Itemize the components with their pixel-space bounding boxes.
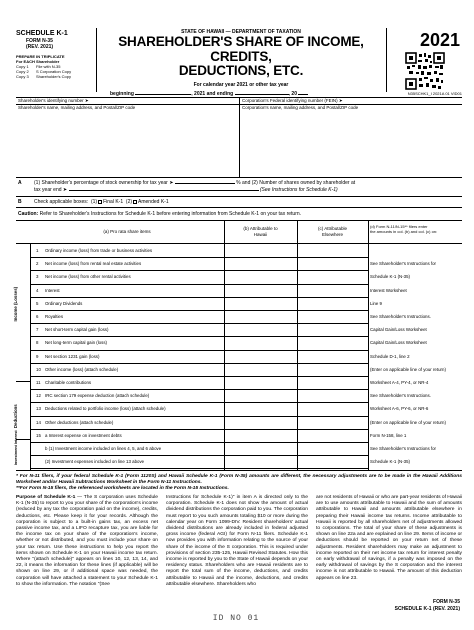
table-row-label: 14 Other deductions (attach schedule) <box>36 419 114 425</box>
caution-line: Caution: Refer to Shareholder's Instructions for Schedule K-1 before entering information from Schedule K-1 on your tax return. <box>18 211 302 217</box>
schedule-label: SCHEDULE K-1 <box>16 30 68 37</box>
form-footer-n35: FORM N-35 <box>433 599 460 605</box>
row-field-col-c[interactable] <box>299 285 366 296</box>
side-label-income: Income (Losses) <box>12 286 18 322</box>
row-field-col-c[interactable] <box>299 417 366 428</box>
row-field-col-c[interactable] <box>299 298 366 309</box>
id-number: ID NO 01 <box>212 614 260 623</box>
table-row-destination: See Shareholder's Instructions for <box>370 261 437 267</box>
row-field-col-b[interactable] <box>226 443 295 454</box>
tax-year: 2021 <box>419 30 460 50</box>
footnote-n11: * For N-11 filers, if your federal Schedule K-1 (Form 1120S) and Hawaii Schedule K-1 (Form N-35) amounts are different, the necessary adjustments are to be made in the Hawaii Additions Worksheet and/or Hawaii Subtractions Worksheet in the Form N-11 Instructions. <box>16 474 462 485</box>
table-row-label: 8 Net long-term capital gain (loss) <box>36 340 107 346</box>
header-right <box>388 30 460 51</box>
table-row-label: 2 Net income (loss) from rental real estate activities <box>36 261 142 267</box>
table-row-label: 12 IRC section 179 expense deduction (attach schedule) <box>36 393 150 399</box>
table-row-destination: Line 9 <box>370 300 382 306</box>
table-row-destination: (Enter on applicable line of your return) <box>370 419 446 425</box>
table-row-label: 15 a Interest expense on investment debts <box>36 432 122 438</box>
table-row-destination: Form N-158, line 1 <box>370 432 407 438</box>
tax-year-line: beginning , 2021 and ending , 20 <box>96 91 386 97</box>
row-field-col-b[interactable] <box>226 337 295 348</box>
shares-owned-field[interactable] <box>69 190 259 191</box>
table-row-destination: Schedule K-1 (N-35) <box>370 459 411 465</box>
section-a-line2: tax year end ➤ (See Instructions for Schedule K-1) <box>34 187 338 193</box>
section-b-letter: B <box>18 199 22 205</box>
row-field-col-b[interactable] <box>226 456 295 467</box>
row-field-col-b[interactable] <box>226 311 295 322</box>
side-label-investment: Investment Interest <box>13 430 18 466</box>
section-b-line: Check applicable boxes: (1) Final K-1 (2) Amended K-1 <box>34 199 169 205</box>
row-field-col-b[interactable] <box>226 417 295 428</box>
row-field-col-b[interactable] <box>226 271 295 282</box>
row-field-col-c[interactable] <box>299 443 366 454</box>
row-field-col-b[interactable] <box>226 351 295 362</box>
table-row-label: 9 Net section 1231 gain (loss) <box>36 353 100 359</box>
col-c-header: (c) Attributable Elsewhere <box>317 226 347 237</box>
row-field-col-b[interactable] <box>226 430 295 441</box>
row-field-col-b[interactable] <box>226 245 295 256</box>
final-k1-checkbox[interactable] <box>98 200 102 204</box>
row-field-col-c[interactable] <box>299 245 366 256</box>
prepare-label: PREPARE IN TRIPLICATE <box>16 54 65 59</box>
form-footer-schedule: SCHEDULE K-1 (REV. 2021) <box>394 606 460 612</box>
section-a-line1: (1) Shareholder's percentage of stock ownership for tax year ➤ % and (2) Number of shares owned by shareholder at <box>34 180 356 186</box>
table-row-destination: (Enter on applicable line of your return) <box>370 366 446 372</box>
row-field-col-c[interactable] <box>299 430 366 441</box>
table-row-label: 4 Interest <box>36 287 60 293</box>
table-row-destination: Capital Gain/Loss Worksheet <box>370 340 427 346</box>
row-field-col-c[interactable] <box>299 337 366 348</box>
footnote-n15: **For Form N-15 filers, the referenced worksheets are located in the Form N-15 Instructions. <box>16 486 229 491</box>
row-field-col-c[interactable] <box>299 456 366 467</box>
row-field-col-b[interactable] <box>226 390 295 401</box>
row-field-col-c[interactable] <box>299 403 366 414</box>
table-row-destination: Worksheet A-4, PY-4, or NR-4 <box>370 380 429 385</box>
shareholder-name-label: Shareholder's name, mailing address, and Postal/ZIP code <box>18 105 136 110</box>
rev-label: (REV. 2021) <box>26 44 54 50</box>
row-field-col-b[interactable] <box>226 324 295 335</box>
copy-row-2: Copy 2 S Corporation Copy <box>16 69 72 74</box>
amended-k1-checkbox[interactable] <box>133 200 137 204</box>
header-center <box>96 29 386 97</box>
col-a-header: (a) Pro rata share items <box>103 229 151 234</box>
form-code: N35SCHK1_I 2021A 01 VID01 <box>407 91 462 96</box>
table-row-label: 13 Deductions related to portfolio income (loss) (attach schedule) <box>36 406 166 412</box>
section-a-letter: A <box>18 180 22 186</box>
table-row-label: 3 Net income (loss) from other rental activities <box>36 274 131 280</box>
instructions-col1: Purpose of Schedule K-1 — The S corporation uses Schedule K-1 (N-35) to report to you your share of the corporation's income (reduced by any tax the corporation paid on the income), credits, deductions, etc. Please keep it for your records. Although the corporation is subject to a built-in gains tax, an excess net passive income tax, and a LIFO recapture tax, you are liable for the income tax on your share of the corporation's income, whether or not distributed, and you must include your share on your tax return. Use these instructions to help you report the items shown on Schedule K-1 on your Hawaii income tax return. Where "(attach schedule)" appears on lines 10, 12, 13, 14, and 22, it means the information for these lines (if applicable) will be shown on line 29, or if additional space was needed, the corporation will have attached a statement to your Schedule K-1 to show the information. The notation "(See <box>16 495 159 587</box>
beginning-field[interactable] <box>135 94 191 95</box>
table-row-label: 5 Ordinary Dividends <box>36 300 83 306</box>
table-row-label: 7 Net short-term capital gain (loss) <box>36 327 109 333</box>
ending-year-field[interactable] <box>298 94 308 95</box>
row-field-col-c[interactable] <box>299 390 366 401</box>
table-row-destination: Schedule K-1 (N-35) <box>370 274 411 280</box>
header-left <box>16 30 96 79</box>
instructions-col2: Instructions for Schedule K-1)" in item A is directed only to the corporation. Schedule K-1 does not show the amount of actual dividend distributions the corporation paid to you. The corporation must report to you such amounts totaling $10 or more during the calendar year on Form 1099-DIV. Resident shareholders' actual dividend distributions are already included in federal adjusted gross income (federal AGI) for Form N-11 filers. Schedule K-1 now provides you with information relating to the source of your share of the income of the S corporation. This is required under provisions of section 235-125, Hawaii Revised Statutes. How this income is reported by you to the State of Hawaii depends on your residency status. Shareholders who are Hawaii residents are to report the total sum of the income, deductions, and credits attributable to Hawaii and the income, deductions, and credits attributable elsewhere. Shareholders who <box>166 495 308 587</box>
row-field-col-c[interactable] <box>299 271 366 282</box>
row-field-col-c[interactable] <box>299 258 366 269</box>
row-field-col-c[interactable] <box>299 324 366 335</box>
table-row-label: (2) Investment expenses included on line 13 above <box>45 459 145 465</box>
table-row-destination: See Shareholder's Instructions for <box>370 446 437 451</box>
form-label: FORM N-35 <box>26 38 53 44</box>
table-row-label: 1 Ordinary income (loss) from trade or business activities <box>36 248 153 253</box>
row-field-col-b[interactable] <box>226 403 295 414</box>
instructions-col3: are not residents of Hawaii or who are part-year residents of Hawaii are to use amounts attributable to Hawaii and the sum of amounts attributable to Hawaii and amounts attributable elsewhere in preparing their Hawaii income tax returns. Income attributable to Hawaii is reported by all shareholders net of adjustments allowed to corporations. The total of your share of these adjustments is shown on line 22a and are explained on line 29. Items of income or deductions should be reported on your return net of these adjustments. Resident shareholders may make an adjustment to income reported on their net income tax return for interest penalty on early withdrawal of savings, if a penalty was imposed on the early withdrawal of savings by the S corporation and the interest income is not attributable to Hawaii. The amount of this deduction appears on line 23. <box>316 495 462 581</box>
row-field-col-b[interactable] <box>226 298 295 309</box>
table-row-label: 10 Other income (loss) (attach schedule) <box>36 366 119 372</box>
table-row-label: b (1) Investment income included on lines 4, 5, and 6 above <box>45 446 162 451</box>
shareholder-id-label: Shareholder's identifying number ➤ <box>18 98 89 103</box>
row-field-col-b[interactable] <box>226 285 295 296</box>
row-field-col-c[interactable] <box>299 311 366 322</box>
col-b-header: (b) Attributable to Hawaii <box>243 226 278 237</box>
table-row-destination: Worksheet A-6, PY-6, or NR-6 <box>370 406 429 412</box>
table-row-label: 11 Charitable contributions <box>36 380 92 385</box>
ending-field[interactable] <box>235 94 289 95</box>
row-field-col-b[interactable] <box>226 258 295 269</box>
shareholder-address-field[interactable] <box>18 112 236 175</box>
copy-row-3: Copy 3 Shareholder's Copy <box>16 74 72 79</box>
table-row-destination: See Shareholder's Instructions. <box>370 314 431 319</box>
state-line: STATE OF HAWAII — DEPARTMENT OF TAXATION <box>181 29 301 35</box>
ownership-percent-field[interactable] <box>175 183 235 184</box>
side-label-deductions: Deductions <box>12 404 18 429</box>
row-field-col-b[interactable] <box>226 377 295 388</box>
table-row-destination: Capital Gain/Loss Worksheet <box>370 327 427 333</box>
row-field-col-c[interactable] <box>299 377 366 388</box>
corporation-name-label: Corporation's name, mailing address, and Postal/ZIP code <box>242 105 359 110</box>
table-row-destination: Interest Worksheet <box>370 287 407 293</box>
corporation-fein-label: Corporation's Federal identifying number (FEIN) ➤ <box>242 98 343 103</box>
table-row-destination: See Shareholder's Instructions. <box>370 393 431 399</box>
copy-row-1: Copy 1 File with N-35 <box>16 64 61 69</box>
form-title-line1: SHAREHOLDER'S SHARE OF INCOME, CREDITS, <box>118 34 364 64</box>
row-field-col-c[interactable] <box>299 364 366 375</box>
form-title-line2: DEDUCTIONS, ETC. <box>178 63 304 78</box>
calendar-line: For calendar year 2021 or other tax year <box>193 81 289 88</box>
table-row-destination: Schedule D-1, line 2 <box>370 353 410 359</box>
corporation-address-field[interactable] <box>242 112 460 175</box>
for-each-label: For EACH Shareholder <box>16 59 60 64</box>
table-row-label: 6 Royalties <box>36 314 64 319</box>
row-field-col-b[interactable] <box>226 364 295 375</box>
barcode-qr-icon <box>405 52 445 90</box>
col-d-header: (d) Form N-11/N-15** filers enter the amounts in col. (b) and col. (c) on: <box>370 224 438 234</box>
row-field-col-c[interactable] <box>299 351 366 362</box>
